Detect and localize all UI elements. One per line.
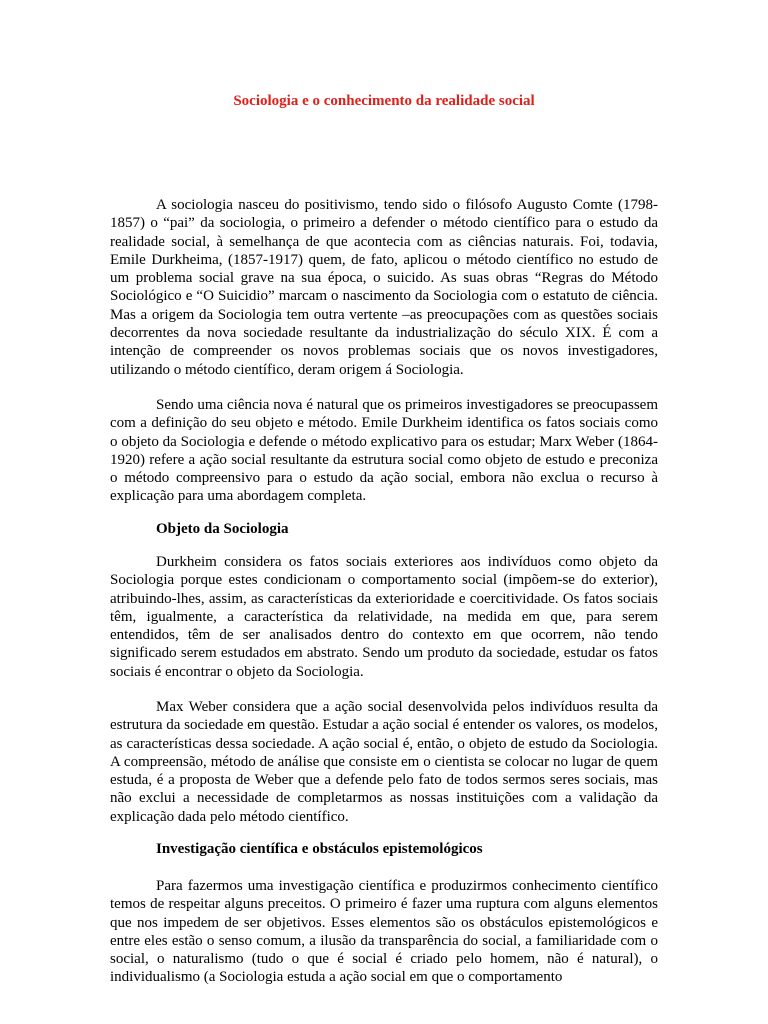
document-title: Sociologia e o conhecimento da realidade social bbox=[233, 93, 535, 109]
paragraph-object-and-method: Sendo uma ciência nova é natural que os primeiros investigadores se preocupassem com a definição do seu objeto e método. Emile Durkheim identifica os fatos sociais como o objeto da Sociologia e defende o método explicativo para os estudar; Marx Weber (1864-1920) refere a ação social resultante da estrutura social como objeto de estudo e preconiza o método compreensivo para o estudo da ação social, embora não exclua o recurso à explicação para uma abordagem completa. bbox=[110, 397, 658, 505]
section-heading-investigacao: Investigação científica e obstáculos epistemológicos bbox=[156, 841, 483, 857]
paragraph-investigation: Para fazermos uma investigação científica e produzirmos conhecimento científico temos de respeitar alguns preceitos. O primeiro é fazer uma ruptura com alguns elementos que nos impedem de ser objetivos. Esses elementos são os obstáculos epistemológicos e entre eles estão o senso comum, a ilusão da transparência do social, a familiaridade com o social, o naturalismo (tudo o que é social é criado pelo homem, não é natural), o individualismo (a Sociologia estuda a ação social em que o comportamento bbox=[110, 878, 658, 986]
paragraph-durkheim: Durkheim considera os fatos sociais exteriores aos indivíduos como objeto da Sociologia porque estes condicionam o comportamento social (impõem-se do exterior), atribuindo-lhes, assim, as características da exterioridade e coercitividade. Os fatos sociais têm, igualmente, a característica da relatividade, na medida em que, para serem entendidos, têm de ser analisados dentro do contexto em que ocorrem, não tendo significado serem estudados em abstrato. Sendo um produto da sociedade, estudar os fatos sociais é encontrar o objeto da Sociologia. bbox=[110, 554, 658, 680]
paragraph-origins: A sociologia nasceu do positivismo, tendo sido o filósofo Augusto Comte (1798-1857) o “pai” da sociologia, o primeiro a defender o método científico para o estudo da realidade social, à semelhança de que acontecia com as ciências naturais. Foi, todavia, Emile Durkheima, (1857-1917) quem, de fato, aplicou o método científico no estudo de um problema social grave na sua época, o suicido. As suas obras “Regras do Método Sociológico e “O Suicidio” marcam o nascimento da Sociologia com o estatuto de ciência. Mas a origem da Sociologia tem outra vertente –as preocupações com as questões sociais decorrentes da nova sociedade resultante da industrialização do século XIX. É com a intenção de compreender os novos problemas sociais que os novos investigadores, utilizando o método científico, deram origem á Sociologia. bbox=[110, 197, 658, 378]
section-heading-objeto: Objeto da Sociologia bbox=[156, 521, 289, 537]
paragraph-weber: Max Weber considera que a ação social desenvolvida pelos indivíduos resulta da estrutura da sociedade em questão. Estudar a ação social é entender os valores, os modelos, as características dessa sociedade. A ação social é, então, o objeto de estudo da Sociologia. A compreensão, método de análise que consiste em o cientista se colocar no lugar de quem estuda, é a proposta de Weber que a defende pelo fato de todos sermos seres sociais, mas não exclui a necessidade de completarmos as nossas instituições com a validação da explicação dada pelo método científico. bbox=[110, 699, 658, 825]
